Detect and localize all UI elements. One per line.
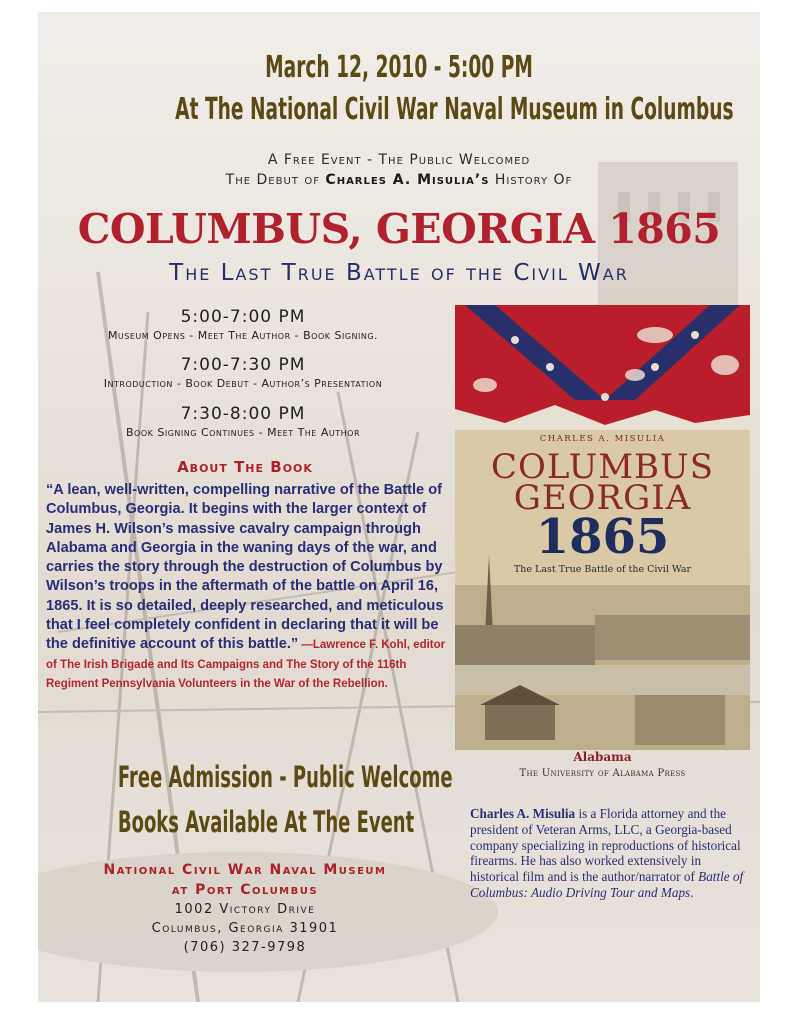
books-line	[40, 805, 450, 839]
schedule-time: 5:00-7:00 PM	[180, 307, 306, 327]
cover-year: 1865	[535, 509, 670, 565]
book-subtitle: The Last True Battle of the Civil War	[169, 260, 629, 286]
venue-name: National Civil War Naval Museum	[103, 862, 387, 878]
cover-subtitle: The Last True Battle of the Civil War	[513, 564, 692, 575]
bio-end: .	[690, 884, 694, 900]
quote-attribution: —Lawrence F. Kohl, editor of The Irish Brigade and Its Campaigns and The Story of the 116th Regiment Pennsylvania Volunteers in the War of the Rebellion.	[46, 639, 446, 690]
author-bio	[470, 806, 753, 901]
debut-suffix: History Of	[489, 172, 573, 188]
schedule-time: 7:00-7:30 PM	[180, 355, 306, 375]
publisher-imprint: Alabama	[573, 750, 632, 764]
venue-street: 1002 Victory Drive	[174, 902, 316, 917]
debut-author: Charles A. Misulia’s	[325, 172, 490, 188]
free-event-line: A Free Event - The Public Welcomed	[267, 152, 531, 168]
debut-prefix: The Debut of	[225, 172, 326, 188]
book-cover	[455, 305, 750, 750]
schedule-item	[38, 355, 448, 390]
cover-title-line1: COLUMBUS	[490, 447, 714, 487]
event-date-heading: March 12, 2010 - 5:00 PM	[265, 50, 533, 85]
book-title: COLUMBUS, GEORGIA 1865	[77, 205, 721, 253]
debut-line	[38, 172, 760, 188]
review-quote	[46, 481, 451, 693]
schedule-desc: Book Signing Continues - Meet The Author	[126, 426, 360, 439]
schedule-desc: Introduction - Book Debut - Author’s Presentation	[103, 377, 383, 390]
schedule-desc: Museum Opens - Meet The Author - Book Signing.	[107, 329, 379, 342]
schedule-time: 7:30-8:00 PM	[180, 404, 306, 424]
publisher-press: The University of Alabama Press	[519, 768, 686, 779]
bio-work-title: Battle of Columbus: Audio Driving Tour and Maps	[470, 869, 744, 900]
schedule-item	[38, 404, 448, 439]
event-location-heading: At The National Civil War Naval Museum in Columbus	[175, 92, 734, 127]
venue-phone: (706) 327-9798	[183, 940, 307, 955]
quote-text: “A lean, well-written, compelling narrative of the Battle of Columbus, Georgia. It begins with the larger context of James H. Wilson’s massive cavalry campaign through Alabama and Georgia in the waning days of the war, and carries the story through the destruction of Columbus by Wilson’s troops in the aftermath of the battle on April 16, 1865. It is so detailed, deeply researched, and meticulous that I feel completely confident in declaring that it will be the definitive account of this battle.”	[46, 482, 444, 653]
cover-author: CHARLES A. MISULIA	[539, 434, 666, 444]
books-text: Books Available At The Event	[117, 805, 415, 839]
bio-text: is a Florida attorney and the president of Veteran Arms, LLC, a Georgia-based company specializing in reproductions of historical firearms. He has also worked extensively in historical film and is the author/narrator of	[470, 806, 741, 885]
venue-city: Columbus, Georgia 31901	[151, 921, 339, 936]
about-heading: About The Book	[177, 458, 313, 476]
schedule-item	[38, 307, 448, 342]
venue-subname: at Port Columbus	[171, 882, 319, 898]
cover-title-line2: GEORGIA	[513, 478, 692, 518]
bio-author-name: Charles A. Misulia	[470, 806, 576, 821]
admission-text: Free Admission - Public Welcome	[117, 760, 453, 794]
admission-line	[40, 760, 453, 794]
